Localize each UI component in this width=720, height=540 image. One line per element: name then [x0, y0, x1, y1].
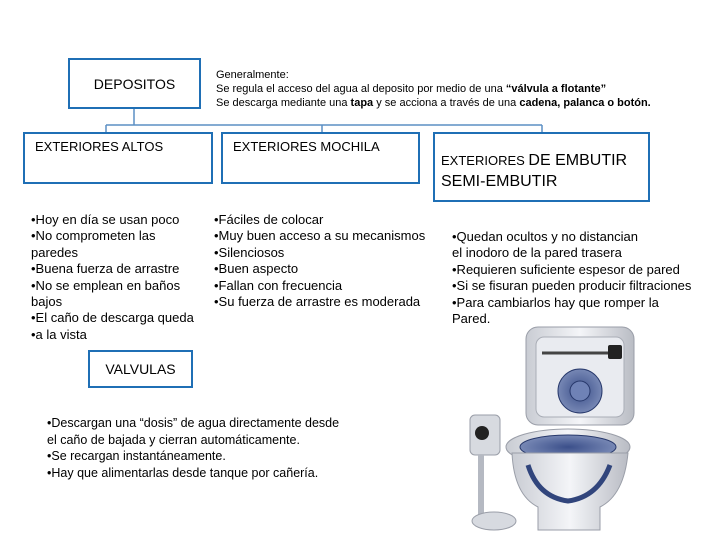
- depositos-box: [68, 58, 201, 109]
- mochila-feature-item: •Fáciles de colocar: [214, 212, 324, 227]
- depositos-label: DEPOSITOS: [93, 75, 176, 92]
- mochila-feature-item: •Muy buen acceso a su mecanismos: [214, 228, 426, 244]
- embutir-feature-item: Pared.: [452, 311, 491, 327]
- altos-feature-item: •Hoy en día se usan poco: [31, 212, 180, 227]
- altos-feature-item: •a la vista: [31, 326, 87, 342]
- category-embutir-box: [433, 132, 650, 202]
- valvulas-description-line: •Hay que alimentarlas desde tanque por cañería.: [47, 465, 319, 480]
- intro-line-2: Se regula el acceso del agua al deposito por medio de una “válvula a flotante”: [216, 83, 607, 95]
- category-altos-label: EXTERIORES ALTOS: [35, 139, 164, 154]
- altos-feature-item: •El caño de descarga queda: [31, 310, 194, 326]
- category-embutir-line-1: EXTERIORES DE EMBUTIR: [441, 152, 628, 169]
- mochila-features-list: [214, 212, 425, 310]
- intro-note: [216, 68, 651, 110]
- valvulas-box: [88, 350, 193, 388]
- mochila-feature-item: •Silenciosos: [214, 244, 285, 260]
- altos-feature-item: •No comprometen las: [31, 228, 156, 244]
- mochila-feature-item: •Fallan con frecuencia: [214, 277, 343, 293]
- embutir-feature-item: el inodoro de la pared trasera: [452, 245, 622, 261]
- valvulas-description: [47, 415, 339, 481]
- embutir-features-list: [452, 229, 691, 327]
- altos-feature-item: paredes: [31, 244, 78, 260]
- embutir-feature-item: •Para cambiarlos hay que romper la: [452, 294, 659, 310]
- valvulas-description-line: •Descargan una “dosis” de agua directamente desde: [47, 416, 340, 430]
- valvulas-description-line: •Se recargan instantáneamente.: [47, 449, 226, 463]
- altos-feature-item: •Buena fuerza de arrastre: [31, 261, 180, 277]
- altos-feature-item: •No se emplean en baños: [31, 277, 181, 293]
- embutir-feature-item: •Si se fisuran pueden producir filtraciones: [452, 278, 692, 294]
- altos-feature-item: bajos: [31, 294, 63, 310]
- category-altos-box: [23, 132, 213, 184]
- embutir-feature-item: •Requieren suficiente espesor de pared: [452, 261, 680, 277]
- embutir-feature-item: •Quedan ocultos y no distancian: [452, 229, 638, 244]
- category-mochila-box: [221, 132, 420, 184]
- toilet-cutaway-illustration: [468, 325, 640, 540]
- altos-features-list: [31, 212, 194, 343]
- category-mochila-label: EXTERIORES MOCHILA: [233, 139, 380, 154]
- intro-line-3: Se descarga mediante una tapa y se acciona a través de una cadena, palanca o botón.: [216, 97, 651, 109]
- intro-line-1: Generalmente:: [216, 69, 289, 81]
- valvulas-description-line: el caño de bajada y cierran automáticamente.: [47, 432, 300, 447]
- category-embutir-line-2: SEMI-EMBUTIR: [441, 173, 558, 190]
- mochila-feature-item: •Buen aspecto: [214, 261, 299, 277]
- valvulas-label: VALVULAS: [105, 361, 176, 377]
- mochila-feature-item: •Su fuerza de arrastre es moderada: [214, 294, 421, 310]
